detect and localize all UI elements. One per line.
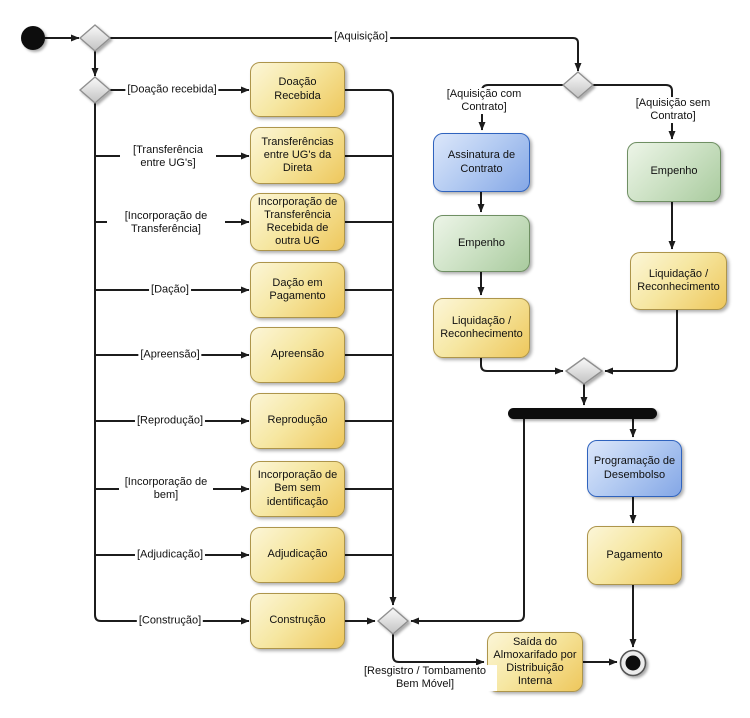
activity-label: Construção [269,614,326,627]
activity-label: Pagamento [606,548,663,561]
start-node [21,26,45,50]
decision-entry-type-icon [80,77,110,103]
decision-initial-icon [80,25,110,51]
activity-label: Transferências entre UG's da Direta [261,135,334,175]
activity-label: Empenho [650,165,698,178]
merge-liquidacao-icon [566,358,602,384]
activity-label: Programação de Desembolso [593,455,676,481]
activity-assinatura-contrato [433,133,530,192]
activity-saida-almoxarifado [487,632,583,692]
merge-registro-icon [378,608,408,634]
activity-label: Saída do Almoxarifado por Distribuição Interna [493,635,577,688]
edge-label-adjudicacao: [Adjudicação] [136,548,204,561]
activity-construcao [250,593,345,649]
edge-label-doacao-recebida: [Doação recebida] [127,83,217,96]
edge-label-incorporacao-bem: [Incorporação de bem] [119,476,213,502]
activity-label: Incorporação de Bem sem identificação [257,469,338,508]
activity-apreensao [250,327,345,383]
end-node [621,651,646,676]
edge-label-aquisicao-com-contrato: [Aquisição com Contrato] [437,88,531,114]
activity-label: Liquidação / Reconhecimento [637,267,720,293]
activity-empenho-com-contrato [433,215,530,272]
activity-incorporacao-transferencia [250,193,345,251]
activity-label: Reprodução [267,414,328,427]
activity-label: Doação Recebida [274,76,321,102]
edge-label-transferencia-ugs: [Transferência entre UG's] [120,144,216,170]
edge-label-construcao: [Construção] [138,614,202,627]
activity-liquidacao-com-contrato [433,298,530,358]
fork-bar [508,408,657,419]
activity-label: Apreensão [270,348,325,361]
edge-label-registro-tombamento: [Resgistro / Tombamento Bem Móvel] [353,665,497,691]
edge-label-apreensao: [Apreensão] [140,348,200,361]
decision-aquisicao-icon [563,72,593,98]
activity-label: Dação em Pagamento [269,276,326,302]
activity-programacao-desembolso [587,440,682,497]
activity-liquidacao-sem-contrato [630,252,727,310]
activity-label: Empenho [457,236,506,249]
activity-label: Liquidação / Reconhecimento [440,314,523,340]
edge-label-incorporacao-transferencia: [Incorporação de Transferência] [107,210,225,236]
activity-label: Adjudicação [267,548,328,561]
edge-label-aquisicao-sem-contrato: [Aquisição sem Contrato] [624,97,722,123]
activity-doacao-recebida [250,62,345,117]
activity-empenho-sem-contrato [627,142,721,202]
activity-reproducao [250,393,345,449]
activity-label: Incorporação de Transferência Recebida de outra UG [257,195,338,248]
activity-transferencias-ugs [250,127,345,184]
edge-label-aquisicao: [Aquisição] [334,30,388,43]
activity-pagamento [587,526,682,585]
activity-incorporacao-bem [250,461,345,517]
activity-adjudicacao [250,527,345,583]
activity-dacao-pagamento [250,262,345,318]
edge-label-reproducao: [Reprodução] [136,414,204,427]
activity-label: Assinatura de Contrato [447,149,516,175]
edge-label-dacao: [Dação] [151,283,189,296]
